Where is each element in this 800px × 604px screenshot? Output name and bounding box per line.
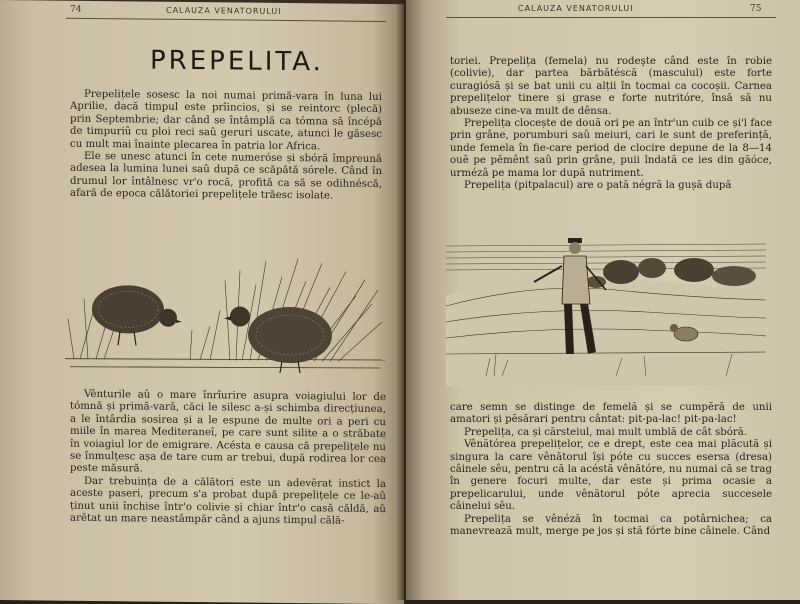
paragraph: Vênturile aû o mare înrîurire asupra voiagiului lor de tómnă și primă-vară, căci le silesc a-și schimba direcțiunea, a le întârdia sosirea și a le espune de multe ori a peri cu miile în marea Mediteraneî, pe care sunt silite a o străbate în voiagiul lor de emigrare. Acésta e causa că prepelițele nu se înmulțesc așa de tare cum ar trebui, după rodirea lor cea peste măsură. [70, 388, 386, 475]
right-page [406, 0, 800, 600]
paragraph: Prepelița clocește de două ori pe an într'un cuib ce și'l face prin grâne, porumburi saû meiuri, cari le sunt de preferință, unde femela în fie-care period de clocire depune de la 8—14 ouĕ pe pĕmênt saû prin grâne, puii îndată ce ies din găóce, urmézâ pe mama lor după nutriment. [450, 118, 772, 179]
quail-left [92, 285, 182, 346]
chapter-title: PREPELITA. [150, 45, 324, 78]
paragraph: Prepelița (pitpalacul) are o pată négră la gușă după [464, 180, 732, 192]
right-page-number: 75 [750, 4, 762, 14]
right-top-text [450, 56, 772, 192]
left-head-rule [66, 18, 386, 22]
left-page-number: 74 [70, 4, 82, 15]
quail-illustration [60, 239, 390, 382]
paragraph: Prepelița, ca și cărsteiul, mai mult umblă de cât sbóră. [464, 426, 748, 438]
hunter-illustration [446, 226, 766, 386]
paragraph: toriei. Prepelița (femela) nu rodeşte când este în robie (colivie), dar partea bărbătéscă (masculul) este forte curagiósă și se bat unii cu alții în tocmai ca cocoșii. Carnea prepelițelor tinere și grase e forte nutritóre, însă să nu abuseze cine-va mult de dênsa. [450, 56, 772, 117]
left-top-text [70, 89, 382, 204]
paragraph: Ele se unesc atunci în cete numeróse și sbóră împreună adesea la lumina lunei saû după ce scăpătă sórele. Când în drumul lor întâlnesc vr'o rocă, profită ca să se odihnéscă, afară de epoca călătoriei prepelițele trăesc isolate. [70, 150, 382, 202]
left-bottom-text [70, 389, 386, 529]
hunter-engraving [446, 226, 766, 386]
paragraph: Prepelițele sosesc la noi numai primă-vara în luna lui Aprilie, dacă timpul este prîincios, și se reintorc (plecă) prin Septembrie; dar când se întâmplă ca tómna să încépă de timpuriû cu ploi reci saû geruri uscate, atunci le găsesc cu mult mai înainte plecarea în patria lor Africa. [70, 88, 382, 152]
quail-engraving [60, 239, 390, 382]
right-running-head: CALAUZA VENATORULUI [518, 4, 634, 13]
paragraph: Vênătórea prepelițelor, ce e drept, este cea mai plăcută și singura la care vênătorul își póte cu succes esersa (dresa) câinele sêu, pentru că la acéstă vênătóre, nu numai că se trag în genere focuri multe, dar este și prima ocasie a prepelicarului, unde vênătorul póte aprecia succesele câinelui sêu. [450, 439, 772, 513]
right-head-rule [446, 17, 776, 18]
right-bottom-text [450, 402, 772, 538]
quail-right [224, 306, 332, 373]
paragraph: Dar trebuința de a călători este un adevĕrat instict la aceste paseri, precum s'a probat după prepelițele ce le-aû ținut unii închise într'o colivie și chiar într'o casă căldă, aû arĕtat un mare neastâmpăr când a ajuns timpul călă- [70, 475, 386, 527]
paragraph: Prepelița se vênéză în tocmai ca potârnichea; ca manevrează mult, merge pe jos și stă fórte bine câinele. Când [450, 513, 772, 538]
paragraph: care semn se distinge de femelă și se cumpĕră de unii amatori și pĕsărari pentru cântat: pit-pa-lac! pit-pa-lac! [450, 402, 772, 426]
left-running-head: CALAUZA VENATORULUI [166, 5, 282, 16]
